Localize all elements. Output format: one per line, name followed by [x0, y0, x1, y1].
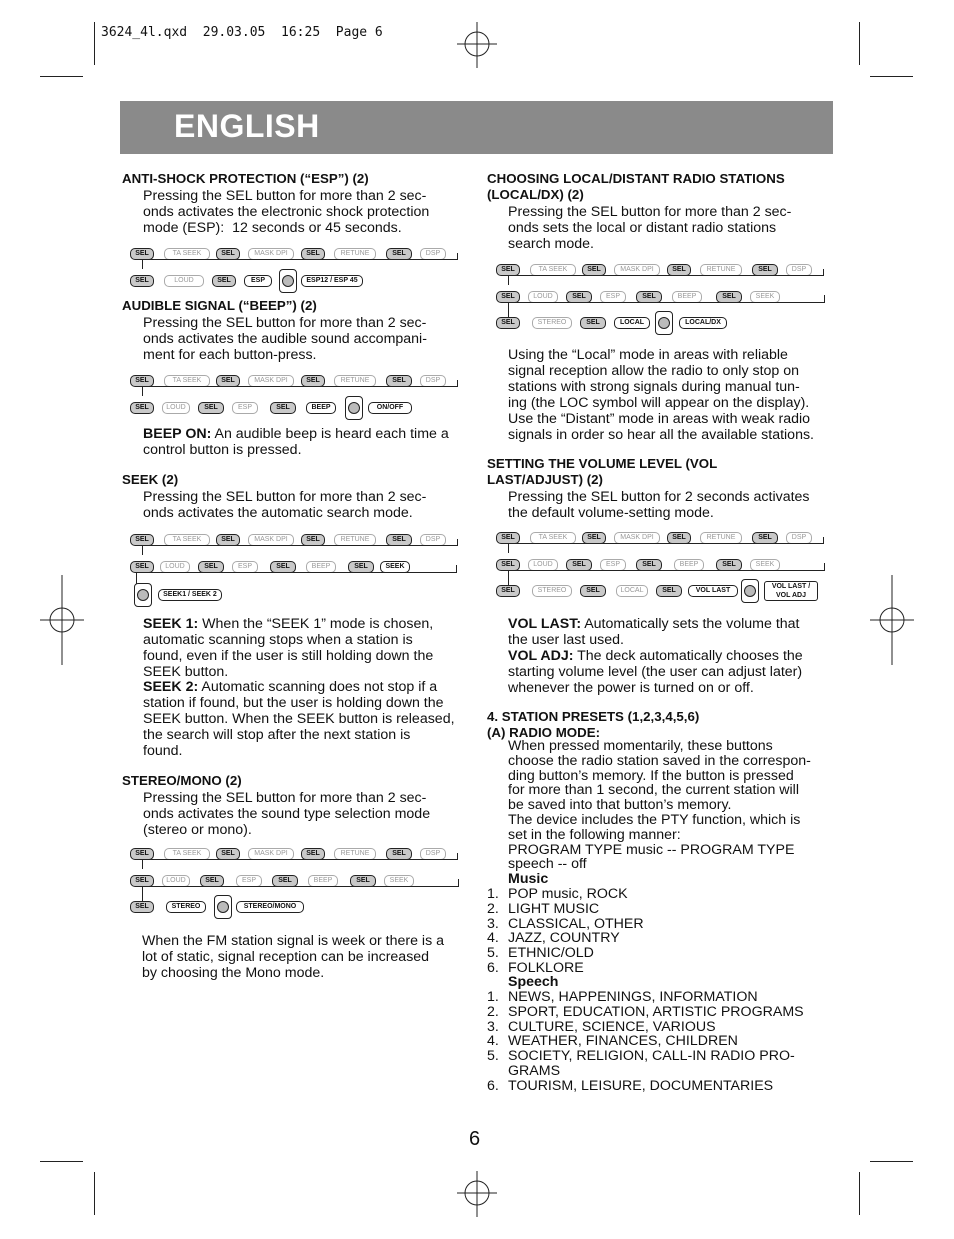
list-number: 1.: [487, 886, 499, 902]
diagram-connector: [142, 259, 143, 269]
diagram-connector: [508, 570, 824, 571]
diagram-connector: [457, 853, 458, 860]
diagram-button-sel: SEL: [566, 291, 592, 303]
diagram-button-beep: BEEP: [672, 291, 702, 303]
diagram-button-sel: SEL: [496, 532, 520, 544]
vol-last-note: [508, 616, 799, 648]
diagram-connector: [458, 879, 459, 887]
music-list: [487, 887, 644, 976]
list-item: [487, 1079, 804, 1094]
diagram-button-sel: SEL: [386, 248, 412, 260]
list-number: 1.: [487, 989, 499, 1005]
diagram-button-sel: SEL: [130, 561, 154, 573]
diagram-connector: [142, 859, 143, 869]
diagram-button-dsp: DSP: [420, 375, 446, 387]
crop-mark: [859, 1172, 860, 1215]
diagram-button-sel: SEL: [301, 848, 325, 860]
registration-mark-icon: [38, 575, 86, 665]
list-number: 4.: [487, 1033, 499, 1050]
list-text: ETHNIC/OLD: [508, 945, 594, 962]
diagram-connector: [456, 565, 457, 573]
diagram-button-sel: SEL: [636, 559, 662, 571]
diagram-button-stereo-final: STEREO/MONO: [236, 901, 304, 913]
volume-knob-icon: [655, 311, 673, 335]
diagram-button-sel: SEL: [580, 317, 606, 329]
diagram-button-mask-dpi: MASK DPI: [614, 532, 660, 544]
diagram-connector: [136, 572, 456, 573]
diagram-button-sel: SEL: [752, 264, 778, 276]
diagram-button-sel: SEL: [496, 317, 520, 329]
crop-mark: [859, 22, 860, 65]
list-text: FOLKLORE: [508, 959, 584, 976]
list-item: [487, 887, 644, 902]
diagram-button-dsp: DSP: [420, 848, 446, 860]
esp-body: Pressing the SEL button for more than 2 sec- onds activates the electronic shock protection mode (ESP): 12 seconds or 45 seconds.: [143, 188, 430, 236]
local-body: Pressing the SEL button for more than 2 sec- onds sets the local or distant radio stations search mode.: [508, 204, 792, 252]
diagram-button-mask-dpi: MASK DPI: [248, 375, 294, 387]
diagram-button-mask-dpi: MASK DPI: [614, 264, 660, 276]
diagram-button-retune: RETUNE: [334, 534, 376, 546]
diagram-button-mask-dpi: MASK DPI: [248, 848, 294, 860]
diagram-button-beep: BEEP: [308, 875, 338, 887]
diagram-button-stereo: STEREO: [532, 585, 572, 597]
diagram-button-sel: SEL: [216, 248, 240, 260]
list-item: [487, 946, 644, 961]
seek-body: Pressing the SEL button for more than 2 sec- onds activates the automatic search mode.: [143, 489, 427, 521]
diagram-button-seek: SEEK: [750, 559, 780, 571]
diagram-button-sel: SEL: [216, 375, 240, 387]
diagram-button-beep-final: ON/OFF: [368, 402, 412, 414]
diagram-button-sel: SEL: [566, 559, 592, 571]
diagram-connector: [142, 886, 143, 902]
diagram-button-sel: SEL: [580, 585, 606, 597]
diagram-button-ta-seek: TA SEEK: [164, 534, 210, 546]
music-heading: Music: [508, 871, 549, 887]
speech-list: [487, 990, 804, 1094]
list-number: 3.: [487, 915, 499, 932]
diagram-button-sel: SEL: [716, 291, 742, 303]
stereo-diagram: [128, 845, 458, 917]
diagram-button-ta-seek: TA SEEK: [164, 848, 210, 860]
diagram-button-sel: SEL: [496, 585, 520, 597]
diagram-button-sel: SEL: [130, 375, 154, 387]
diagram-connector: [457, 380, 458, 387]
diagram-button-seek: SEEK: [750, 291, 780, 303]
diagram-connector: [824, 563, 825, 571]
diagram-button-esp: ESP: [236, 875, 262, 887]
crop-mark: [94, 1172, 95, 1215]
diagram-button-sel: SEL: [496, 559, 520, 571]
diagram-button-sel: SEL: [386, 848, 412, 860]
seek2-label: SEEK 2:: [143, 679, 199, 695]
diagram-button-dsp: DSP: [420, 248, 446, 260]
local-diagram: [494, 261, 824, 333]
seek1-label: SEEK 1:: [143, 616, 199, 632]
seek-heading: SEEK (2): [122, 472, 179, 487]
beep-on-text: An audible beep is heard each time a control button is pressed.: [143, 426, 449, 458]
diagram-button-esp: ESP: [232, 402, 258, 414]
diagram-connector: [142, 386, 458, 387]
diagram-button-dsp: DSP: [420, 534, 446, 546]
diagram-button-vol-last: VOL LAST: [688, 585, 738, 597]
list-number: 5.: [487, 1048, 499, 1065]
diagram-button-sel: SEL: [496, 291, 520, 303]
diagram-button-sel: SEL: [130, 875, 154, 887]
local-heading: CHOOSING LOCAL/DISTANT RADIO STATIONS (LOCAL/DX) (2): [487, 171, 785, 202]
diagram-button-sel: SEL: [198, 561, 224, 573]
seek1-text: When the “SEEK 1” mode is chosen, automatic scanning stops when a station is found, even if the user is still holding down the SEEK button.: [143, 616, 434, 680]
diagram-button-sel: SEL: [272, 875, 298, 887]
diagram-button-ta-seek: TA SEEK: [164, 248, 210, 260]
diagram-button-sel: SEL: [350, 875, 376, 887]
diagram-button-sel: SEL: [301, 375, 325, 387]
diagram-button-sel: SEL: [386, 534, 412, 546]
vol-adj-text: The deck automatically chooses the starting volume level (the user can adjust later) whenever the power is turned on or off.: [508, 648, 803, 696]
diagram-connector: [508, 302, 509, 318]
diagram-connector: [824, 295, 825, 303]
diagram-connector: [823, 269, 824, 276]
diagram-connector: [508, 302, 824, 303]
list-number: 4.: [487, 930, 499, 947]
vol-adj-note: [508, 648, 803, 696]
diagram-button-esp: ESP: [232, 561, 258, 573]
diagram-button-sel: SEL: [212, 275, 236, 287]
beep-on-label: BEEP ON:: [143, 426, 212, 442]
diagram-connector: [457, 539, 458, 546]
diagram-button-mask-dpi: MASK DPI: [248, 534, 294, 546]
diagram-button-sel: SEL: [301, 248, 325, 260]
beep-heading: AUDIBLE SIGNAL (“BEEP”) (2): [122, 298, 317, 313]
list-text: NEWS, HAPPENINGS, INFORMATION: [508, 989, 758, 1005]
stereo-note: When the FM station signal is week or there is a lot of static, signal reception can be increased by choosing the Mono mode.: [142, 933, 445, 981]
page-number: 6: [469, 1128, 481, 1150]
diagram-button-sel: SEL: [667, 532, 691, 544]
list-text: POP music, ROCK: [508, 886, 628, 902]
list-item: [487, 990, 804, 1005]
crop-mark: [40, 76, 83, 77]
vol-last-text: Automatically sets the volume that the user last used.: [508, 616, 800, 648]
registration-mark-icon: [868, 575, 916, 665]
diagram-button-sel: SEL: [130, 275, 154, 287]
diagram-button-ta-seek: TA SEEK: [530, 264, 576, 276]
volume-knob-icon: [214, 895, 232, 919]
diagram-connector: [508, 275, 509, 285]
presets-body: When pressed momentarily, these buttons choose the radio station saved in the correspon- ding button’s memory. If the button is pressed for more than 1 second, the current station will be saved into that button’s memory. The device includes the PTY function, which is set in the following manner: PROGRAM TYPE music -- PROGRAM TYPE speech -- off: [508, 738, 811, 873]
esp-diagram: [128, 245, 458, 289]
diagram-button-retune: RETUNE: [700, 532, 742, 544]
diagram-button-retune: RETUNE: [334, 248, 376, 260]
seek2-text: Automatic scanning does not stop if a station if found, but the user is holding down the SEEK button. When the SEEK button is released, the search will stop after the next station is found.: [143, 679, 455, 759]
diagram-button-seek: SEEK: [380, 561, 410, 573]
page-title: ENGLISH: [174, 108, 320, 144]
list-item: [487, 1005, 804, 1020]
crop-mark: [870, 1161, 913, 1162]
list-text: LIGHT MUSIC: [508, 900, 600, 917]
diagram-button-sel: SEL: [656, 585, 682, 597]
esp-heading: ANTI-SHOCK PROTECTION (“ESP”) (2): [122, 171, 369, 186]
diagram-connector: [508, 543, 824, 544]
diagram-button-ta-seek: TA SEEK: [530, 532, 576, 544]
diagram-button-sel: SEL: [752, 532, 778, 544]
beep-diagram: [128, 372, 458, 416]
volume-diagram: [494, 529, 824, 603]
list-number: 2.: [487, 1003, 499, 1020]
volume-knob-icon: [134, 583, 152, 607]
diagram-connector: [142, 545, 143, 555]
diagram-button-esp: ESP: [600, 291, 626, 303]
diagram-button-dsp: DSP: [786, 532, 812, 544]
list-number: 6.: [487, 959, 499, 976]
list-text: SOCIETY, RELIGION, CALL-IN RADIO PRO- GRAMS: [508, 1048, 795, 1079]
diagram-button-local: LOCAL: [614, 317, 650, 329]
diagram-button-sel: SEL: [386, 375, 412, 387]
list-number: 2.: [487, 900, 499, 917]
crop-mark: [40, 1161, 83, 1162]
list-text: CLASSICAL, OTHER: [508, 915, 644, 932]
diagram-button-dsp: DSP: [786, 264, 812, 276]
diagram-connector: [823, 537, 824, 544]
diagram-button-esp-final: ESP12 / ESP 45: [301, 275, 363, 287]
diagram-button-seek-final: SEEK1 / SEEK 2: [158, 589, 222, 601]
diagram-button-esp: ESP: [600, 559, 626, 571]
diagram-connector: [508, 570, 509, 586]
volume-knob-icon: [345, 396, 363, 420]
diagram-connector: [508, 543, 509, 553]
diagram-connector: [142, 886, 458, 887]
volume-heading: SETTING THE VOLUME LEVEL (VOL LAST/ADJUST) (2): [487, 456, 718, 487]
diagram-button-sel: SEL: [216, 848, 240, 860]
diagram-button-sel: SEL: [270, 402, 296, 414]
list-text: WEATHER, FINANCES, CHILDREN: [508, 1033, 738, 1050]
diagram-button-loud: LOUD: [164, 275, 204, 287]
diagram-button-sel: SEL: [130, 848, 154, 860]
list-text: SPORT, EDUCATION, ARTISTIC PROGRAMS: [508, 1003, 804, 1020]
stereo-body: Pressing the SEL button for more than 2 sec- onds activates the sound type selection mode (stereo or mono).: [143, 790, 431, 838]
diagram-button-loud: LOUD: [528, 559, 558, 571]
diagram-button-loud: LOUD: [528, 291, 558, 303]
diagram-connector: [142, 259, 458, 260]
diagram-connector: [457, 253, 458, 260]
diagram-button-stereo: STEREO: [166, 901, 206, 913]
registration-mark-icon: [455, 1169, 499, 1219]
diagram-connector: [142, 386, 143, 396]
seek1-note: [143, 616, 433, 680]
list-item: [487, 931, 644, 946]
diagram-button-beep: BEEP: [306, 402, 336, 414]
list-text: TOURISM, LEISURE, DOCUMENTARIES: [508, 1077, 774, 1094]
diagram-button-sel: SEL: [582, 532, 606, 544]
diagram-button-sel: SEL: [200, 875, 224, 887]
seek-diagram: [128, 531, 458, 609]
local-note: Using the “Local” mode in areas with reliable signal reception allow the radio to only stop on stations with strong signals during manual tun- ing (the LOC symbol will appear on the display). Use the “Distant” mode in areas with weak radio signals in order so hear all the available stations.: [508, 347, 814, 443]
diagram-connector: [142, 859, 458, 860]
diagram-button-local-final: LOCAL/DX: [679, 317, 727, 329]
beep-body: Pressing the SEL button for more than 2 sec- onds activates the audible sound accompani- ment for each button-press.: [143, 315, 427, 363]
diagram-button-loud: LOUD: [162, 402, 190, 414]
presets-heading: 4. STATION PRESETS (1,2,3,4,5,6) (A) RADIO MODE:: [487, 709, 700, 740]
diagram-button-sel: SEL: [301, 534, 325, 546]
speech-heading: Speech: [508, 974, 559, 990]
diagram-connector: [142, 545, 458, 546]
crop-mark: [870, 76, 913, 77]
seek2-note: [143, 679, 455, 759]
diagram-button-sel: SEL: [716, 559, 742, 571]
diagram-button-sel: SEL: [582, 264, 606, 276]
diagram-button-sel: SEL: [130, 248, 154, 260]
beep-note: [143, 426, 449, 458]
registration-mark-icon: [455, 20, 499, 70]
diagram-button-sel: SEL: [636, 291, 662, 303]
diagram-button-sel: SEL: [130, 402, 154, 414]
diagram-button-loud: LOUD: [162, 875, 190, 887]
stereo-heading: STEREO/MONO (2): [122, 773, 242, 788]
volume-knob-icon: [741, 579, 759, 603]
vol-adj-label: VOL ADJ:: [508, 648, 574, 664]
diagram-button-sel: SEL: [130, 534, 154, 546]
diagram-button-esp: ESP: [244, 275, 272, 287]
diagram-button-loud: LOUD: [160, 561, 190, 573]
list-item: [487, 902, 644, 917]
vol-last-label: VOL LAST:: [508, 616, 582, 632]
diagram-connector: [508, 275, 824, 276]
diagram-button-sel: SEL: [348, 561, 374, 573]
list-item: [487, 1020, 804, 1035]
diagram-button-vol-final: VOL LAST / VOL ADJ: [764, 581, 818, 601]
diagram-button-local: LOCAL: [616, 585, 648, 597]
diagram-button-retune: RETUNE: [334, 848, 376, 860]
list-number: 5.: [487, 945, 499, 962]
list-text: CULTURE, SCIENCE, VARIOUS: [508, 1018, 716, 1035]
diagram-button-sel: SEL: [130, 901, 154, 913]
list-item: [487, 1049, 804, 1079]
diagram-button-sel: SEL: [198, 402, 224, 414]
diagram-button-beep: BEEP: [306, 561, 336, 573]
diagram-button-stereo: STEREO: [532, 317, 572, 329]
list-text: JAZZ, COUNTRY: [508, 930, 620, 947]
diagram-button-sel: SEL: [270, 561, 296, 573]
diagram-button-mask-dpi: MASK DPI: [248, 248, 294, 260]
diagram-button-beep: BEEP: [674, 559, 704, 571]
diagram-button-seek: SEEK: [384, 875, 414, 887]
file-slug: 3624_4l.qxd 29.03.05 16:25 Page 6: [101, 25, 383, 40]
list-number: 3.: [487, 1018, 499, 1035]
list-number: 6.: [487, 1077, 499, 1094]
diagram-button-retune: RETUNE: [700, 264, 742, 276]
diagram-button-sel: SEL: [667, 264, 691, 276]
volume-body: Pressing the SEL button for 2 seconds activates the default volume-setting mode.: [508, 489, 810, 521]
diagram-button-retune: RETUNE: [334, 375, 376, 387]
volume-knob-icon: [279, 269, 297, 293]
crop-mark: [94, 22, 95, 65]
list-item: [487, 917, 644, 932]
diagram-button-ta-seek: TA SEEK: [164, 375, 210, 387]
diagram-button-sel: SEL: [496, 264, 520, 276]
list-item: [487, 1034, 804, 1049]
diagram-button-sel: SEL: [216, 534, 240, 546]
